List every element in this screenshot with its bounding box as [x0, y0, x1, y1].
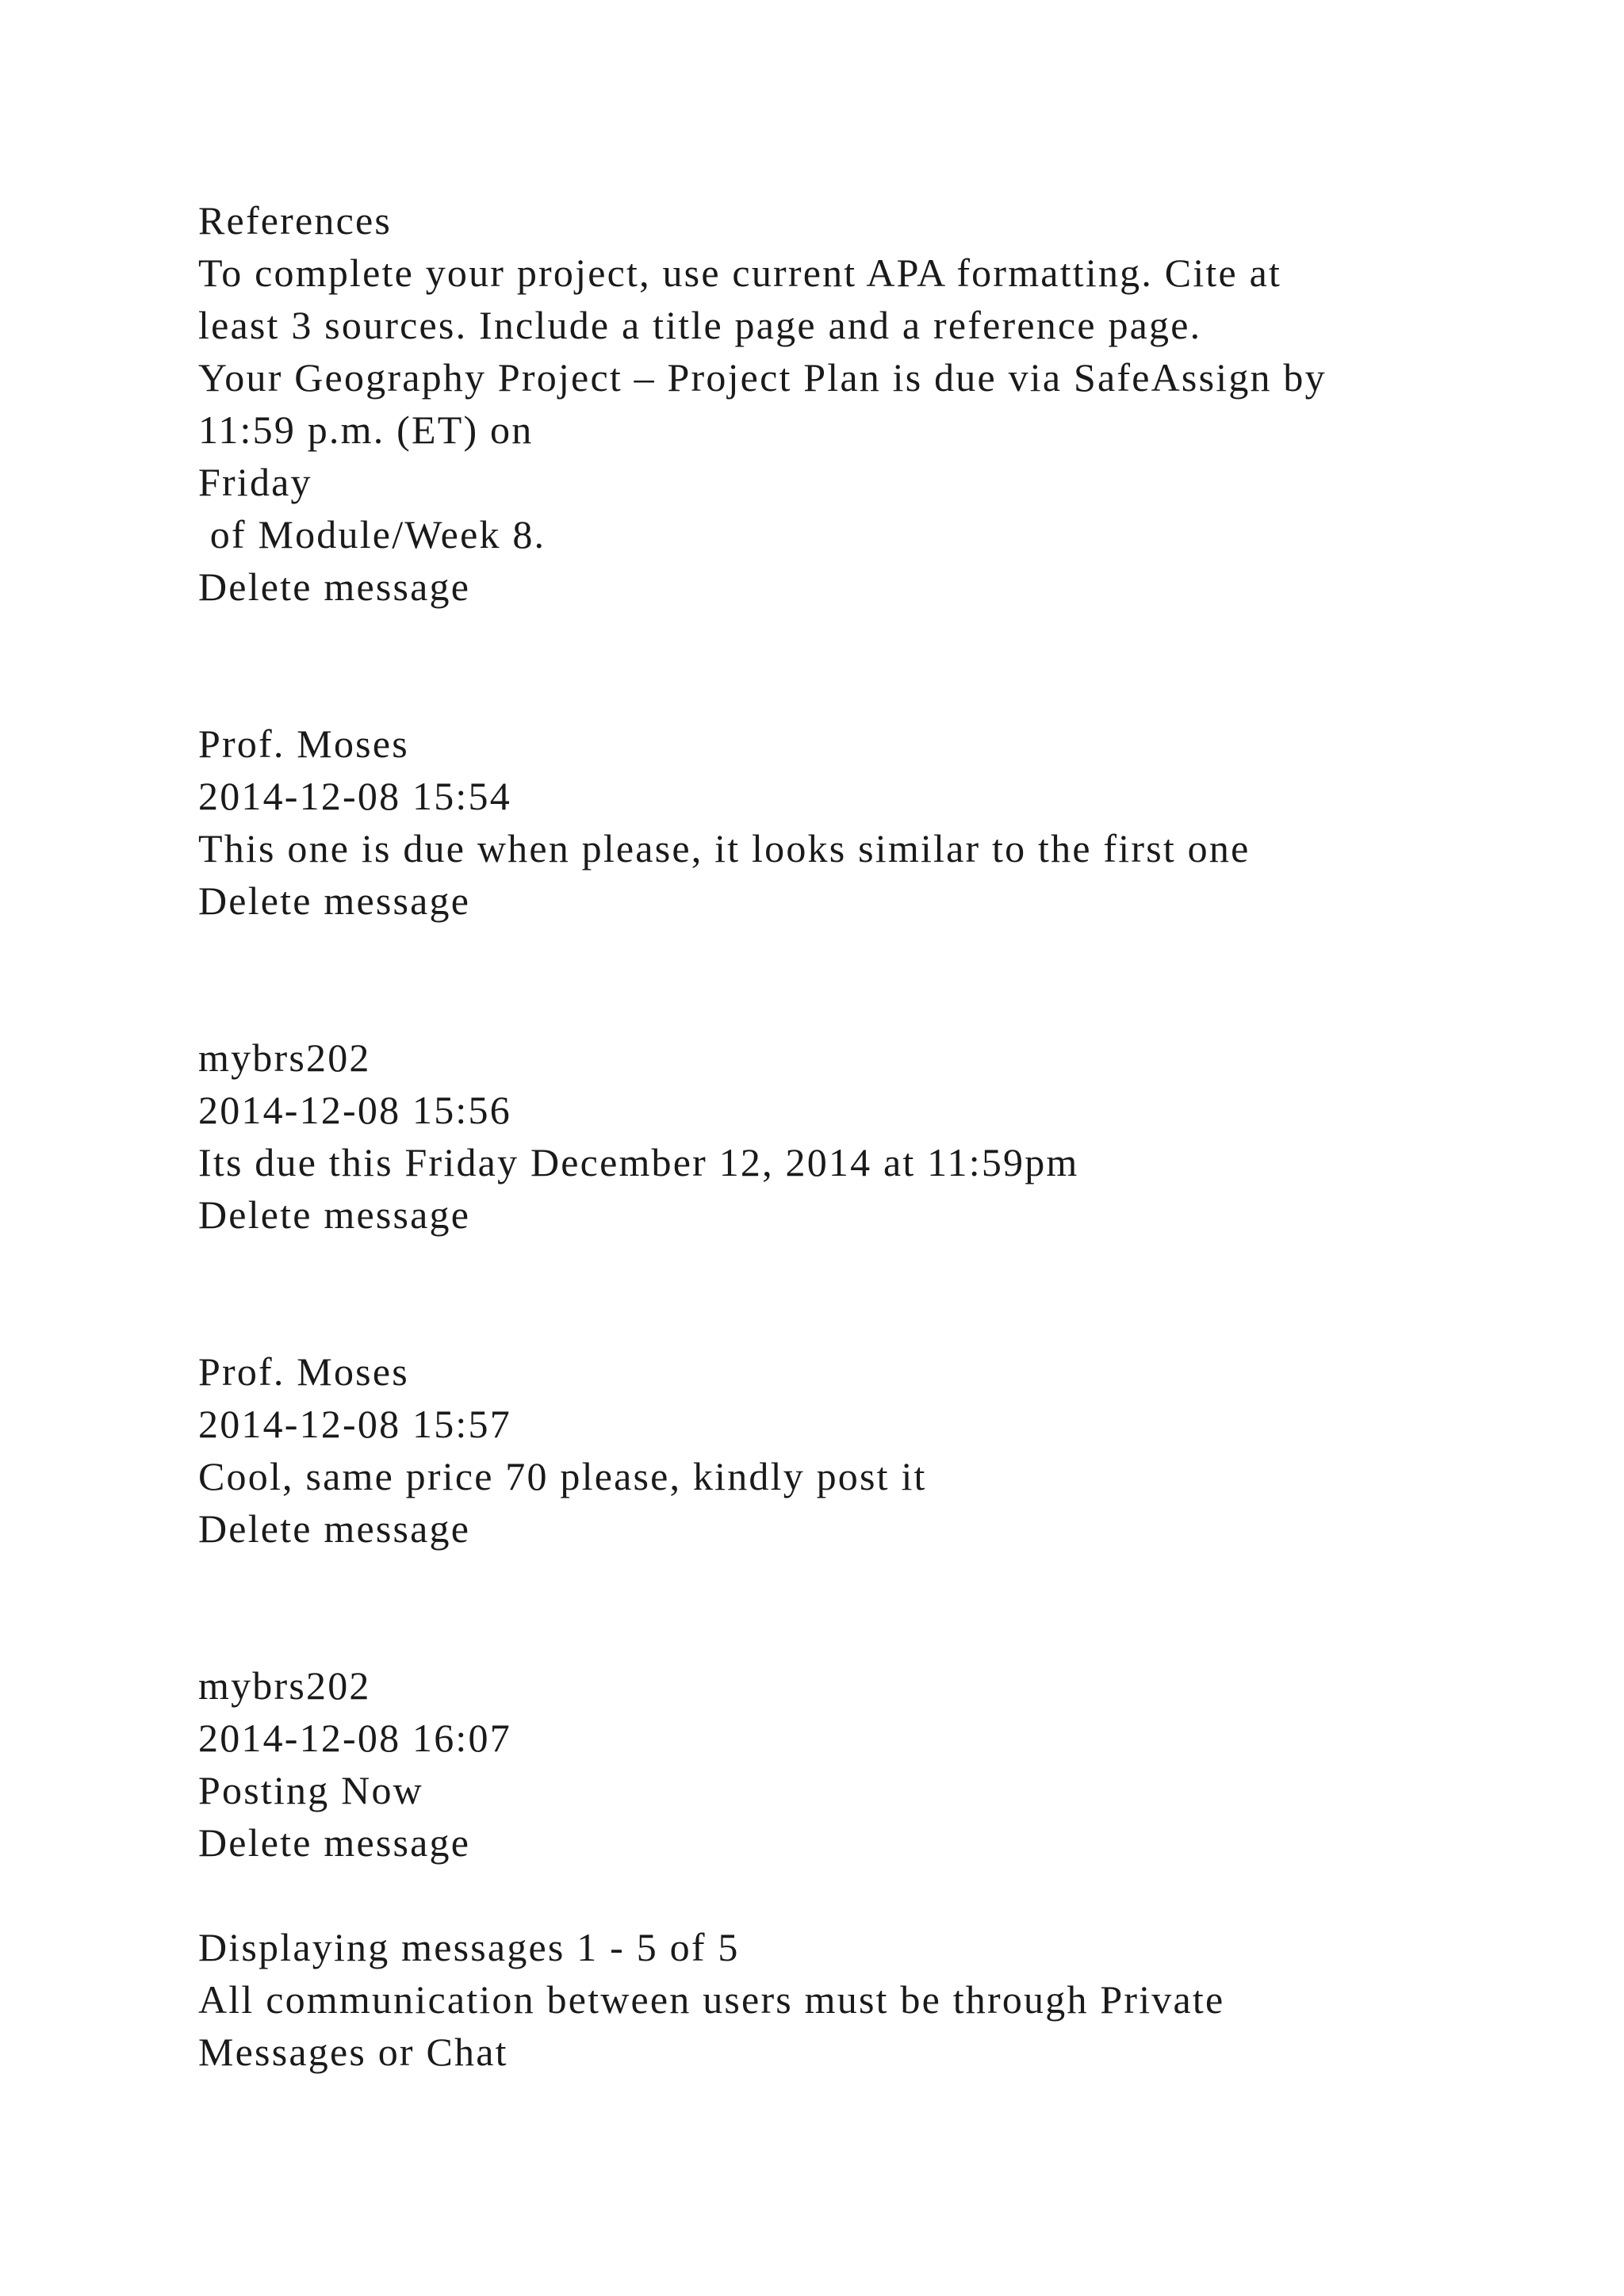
delete-message-link[interactable]: Delete message [198, 1820, 471, 1865]
spacer [198, 979, 1507, 1031]
first-message-body [198, 194, 1507, 613]
thread-footer [198, 1921, 1507, 2078]
message-text: Its due this Friday December 12, 2014 at 11:59pm [198, 1140, 1079, 1184]
message-item [198, 718, 1507, 927]
message-item [198, 1345, 1507, 1555]
message-author: Prof. Moses [198, 1349, 409, 1394]
message-item [198, 1659, 1507, 1869]
message-text-line: Friday [198, 460, 312, 504]
message-author: mybrs202 [198, 1663, 371, 1708]
spacer [198, 665, 1507, 718]
message-item [198, 1031, 1507, 1241]
message-author: mybrs202 [198, 1035, 371, 1080]
message-text: Cool, same price 70 please, kindly post it [198, 1454, 927, 1498]
message-text: This one is due when please, it looks similar to the first one [198, 826, 1251, 871]
spacer [198, 1869, 1507, 1921]
message-timestamp: 2014-12-08 16:07 [198, 1716, 511, 1760]
spacer [198, 1241, 1507, 1293]
delete-message-link[interactable]: Delete message [198, 878, 471, 923]
delete-message-link[interactable]: Delete message [198, 564, 471, 609]
spacer [198, 1607, 1507, 1659]
message-text-line: of Module/Week 8. [198, 512, 546, 557]
spacer [198, 1555, 1507, 1607]
communication-notice: All communication between users must be through Private [198, 1977, 1225, 2022]
message-text: Posting Now [198, 1768, 423, 1812]
spacer [198, 1293, 1507, 1345]
message-text-line: To complete your project, use current APA formatting. Cite at [198, 251, 1282, 295]
message-text-line: Your Geography Project – Project Plan is due via SafeAssign by [198, 355, 1327, 400]
message-author: Prof. Moses [198, 721, 409, 766]
message-timestamp: 2014-12-08 15:57 [198, 1402, 511, 1446]
message-thread-page [198, 194, 1507, 2078]
message-count: Displaying messages 1 - 5 of 5 [198, 1925, 740, 1969]
delete-message-link[interactable]: Delete message [198, 1192, 471, 1237]
message-timestamp: 2014-12-08 15:56 [198, 1088, 511, 1132]
spacer [198, 613, 1507, 665]
spacer [198, 927, 1507, 979]
references-heading: References [198, 198, 393, 243]
message-text-line: 11:59 p.m. (ET) on [198, 408, 534, 452]
delete-message-link[interactable]: Delete message [198, 1506, 471, 1551]
message-timestamp: 2014-12-08 15:54 [198, 774, 511, 818]
message-text-line: least 3 sources. Include a title page and a reference page. [198, 303, 1202, 347]
communication-notice: Messages or Chat [198, 2030, 508, 2074]
